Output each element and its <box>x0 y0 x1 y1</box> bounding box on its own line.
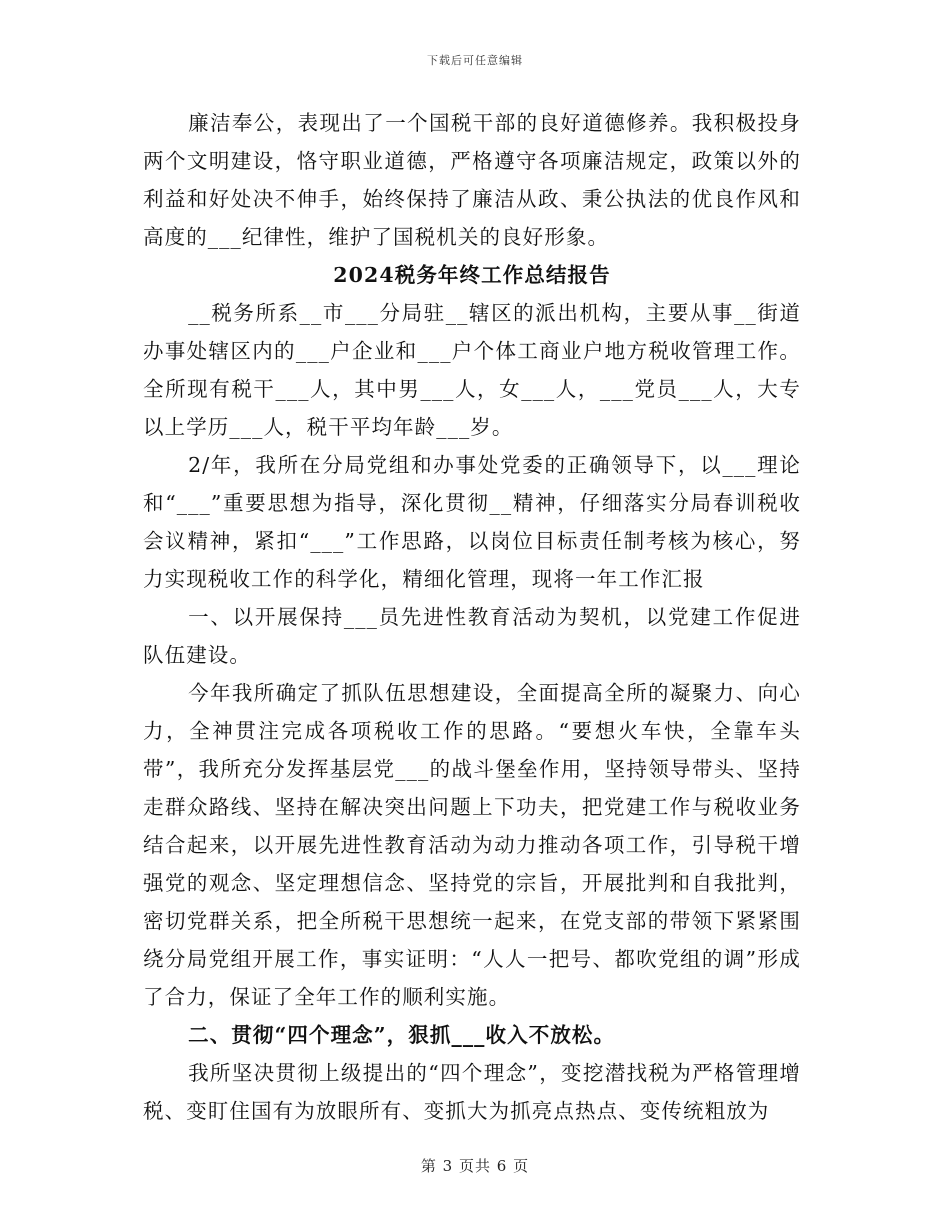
page-header-note: 下载后可任意编辑 <box>427 54 523 67</box>
paragraph-team-building: 今年我所确定了抓队伍思想建设，全面提高全所的凝聚力、向心力，全神贯注完成各项税收工作的思路。“要想火车快，全靠车头带”，我所充分发挥基层党___的战斗堡垒作用，坚持领导带头、坚持走群众路线、坚持在解决突出问题上下功夫，把党建工作与税收业务结合起来，以开展先进性教育活动为动力推动各项工作，引导税干增强党的观念、坚定理想信念、坚持党的宗旨，开展批判和自我批判，密切党群关系，把全所税干思想统一起来，在党支部的带领下紧紧围绕分局党组开展工作，事实证明：“人人一把号、都吹党组的调”形成了合力，保证了全年工作的顺利实施。 <box>143 681 801 1009</box>
section-heading-one: 一、以开展保持___员先进性教育活动为契机，以党建工作促进队伍建设。 <box>143 605 801 667</box>
paragraph-four-concepts: 我所坚决贯彻上级提出的“四个理念”，变挖潜找税为严格管理增税、变盯住国有为放眼所有、变抓大为抓亮点热点、变传统粗放为 <box>143 1061 801 1123</box>
page-number-footer: 第 3 页共 6 页 <box>420 1157 530 1175</box>
document-body <box>143 104 801 1130</box>
paragraph-integrity: 廉洁奉公，表现出了一个国税干部的良好道德修养。我积极投身两个文明建设，恪守职业道德，严格遵守各项廉洁规定，政策以外的利益和好处决不伸手，始终保持了廉洁从政、秉公执法的优良作风和高度的___纪律性，维护了国税机关的良好形象。 <box>143 111 801 249</box>
paragraph-year-summary: 2/年，我所在分局党组和办事处党委的正确领导下，以___理论和“___”重要思想为指导，深化贯彻__精神，仔细落实分局春训税收会议精神，紧扣“___”工作思路，以岗位目标责任制考核为核心，努力实现税收工作的科学化，精细化管理，现将一年工作汇报 <box>143 453 801 591</box>
paragraph-office-overview: __税务所系__市___分局驻__辖区的派出机构，主要从事__街道办事处辖区内的___户企业和___户个体工商业户地方税收管理工作。全所现有税干___人，其中男___人，女___人，___党员___人，大专以上学历___人，税干平均年龄___岁。 <box>143 301 801 439</box>
document-title: 2024税务年终工作总结报告 <box>333 263 611 287</box>
section-heading-two: 二、贯彻“四个理念”，狠抓___收入不放松。 <box>188 1023 616 1047</box>
